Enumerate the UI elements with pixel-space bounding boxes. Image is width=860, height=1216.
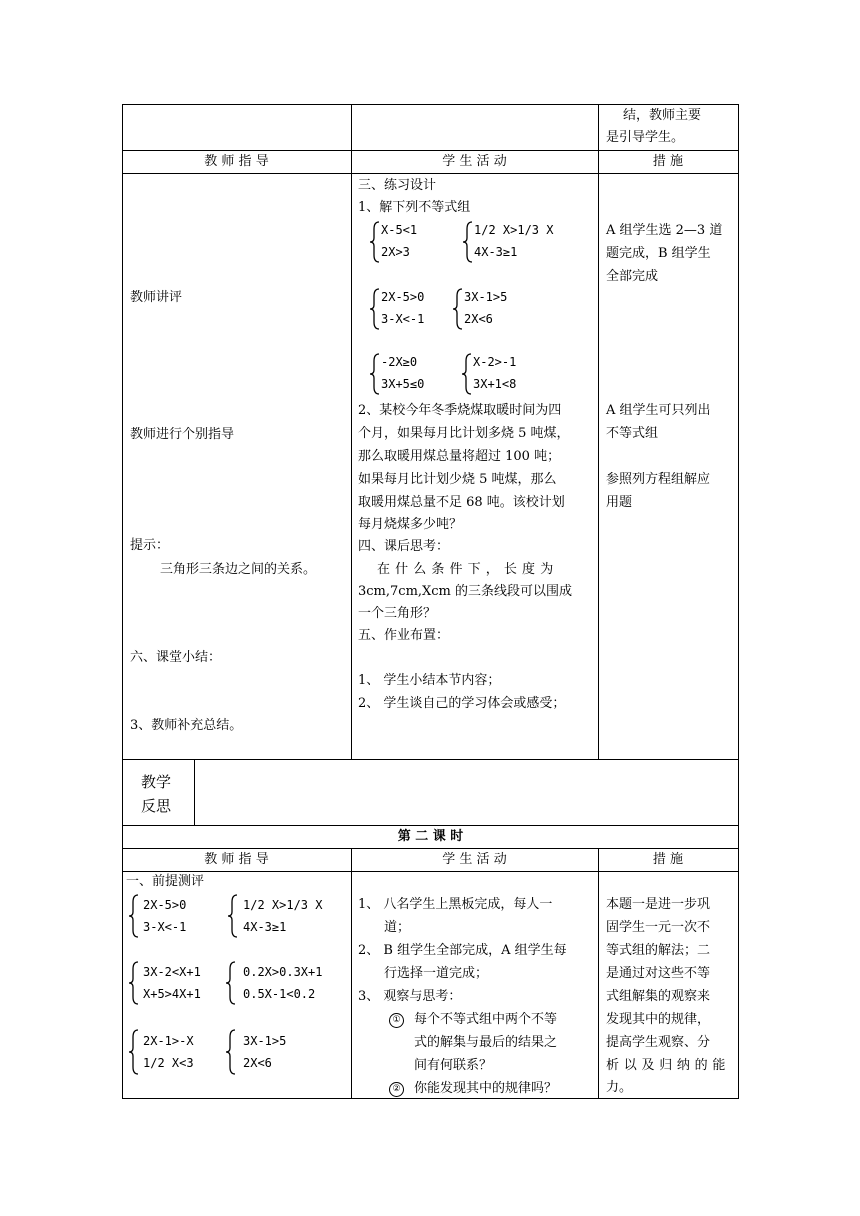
inequality: X-2>-1 <box>473 355 517 369</box>
measure-text-line: 等式组的解法；二 <box>606 943 711 958</box>
measure-text-line: 固学生一元一次不 <box>606 920 711 935</box>
brace-icon <box>225 1029 237 1075</box>
brace-icon <box>128 961 140 1005</box>
question-line: 每个不等式组中两个不等 <box>414 1012 558 1027</box>
circled-number-1: ① <box>389 1013 404 1028</box>
brace-icon <box>462 221 474 263</box>
brace-icon <box>369 221 381 263</box>
question-2-line: 取暖用煤总量不足 68 吨。该校计划 <box>358 495 565 510</box>
inequality: 1/2 X>1/3 X <box>243 898 323 912</box>
inequality: X+5>4X+1 <box>143 987 201 1001</box>
activity-3-heading: 3、 观察与思考： <box>358 989 462 1004</box>
inequality: 3X+5≤0 <box>381 377 425 391</box>
measure-text-line: 全部完成 <box>606 269 659 284</box>
inequality: 2X-1>-X <box>143 1034 194 1048</box>
inequality: 2X>3 <box>381 245 410 259</box>
inequality: 2X<6 <box>243 1056 272 1070</box>
activity-1-line: 道； <box>384 920 411 935</box>
hint-label: 提示： <box>130 538 170 553</box>
brace-icon <box>452 288 464 330</box>
brace-icon <box>225 961 237 1005</box>
measure-text-line: 力。 <box>606 1080 633 1095</box>
circled-number-2: ② <box>389 1082 404 1097</box>
reflection-label-line1: 教学 <box>141 773 172 791</box>
thinking-text-line: 在 什 么 条 件 下 ， 长 度 为 <box>377 562 554 577</box>
teacher-supplement: 3、教师补充总结。 <box>130 718 243 733</box>
question-2-line: 如果每月比计划少烧 5 吨煤，那么 <box>358 472 557 487</box>
brace-icon <box>461 353 473 395</box>
measure-text-line: 析 以 及 归 纳 的 能 <box>606 1058 726 1073</box>
measure-text-line: 发现其中的规律， <box>606 1012 711 1027</box>
measure-text-line: 提高学生观察、分 <box>606 1035 711 1050</box>
activity-2-line: 2、 B 组学生全部完成，A 组学生每 <box>358 943 567 958</box>
activity-2-line: 行选择一道完成； <box>384 966 489 981</box>
inequality: 4X-3≥1 <box>243 920 287 934</box>
brace-icon <box>128 1029 140 1075</box>
homework-heading: 五、作业布置： <box>358 628 450 643</box>
header-teacher-guide: 教 师 指 导 <box>204 154 269 169</box>
hint-text: 三角形三条边之间的关系。 <box>160 562 317 577</box>
question-2-line: 每月烧煤多少吨？ <box>358 517 463 532</box>
header-measures: 措 施 <box>652 154 684 169</box>
after-class-thinking-heading: 四、课后思考： <box>358 539 450 554</box>
measure-text-line: A 组学生选 2—3 道 <box>606 223 723 238</box>
measure-text-line: 是通过对这些不等 <box>606 966 711 981</box>
inequality: 3-X<-1 <box>381 312 425 326</box>
question-2-line: 2、某校今年冬季烧煤取暖时间为四 <box>358 403 562 418</box>
teacher-comment: 教师讲评 <box>130 290 183 305</box>
measure-text-line: 不等式组 <box>606 426 659 441</box>
inequality: 2X-5>0 <box>143 898 187 912</box>
measure-text-line: 式组解集的观察来 <box>606 989 711 1004</box>
inequality: 0.5X-1<0.2 <box>243 987 316 1001</box>
question-1: 1、解下列不等式组 <box>358 200 471 215</box>
measure-text-line: 题完成，B 组学生 <box>606 246 711 261</box>
lesson-2-title: 第 二 课 时 <box>397 829 464 844</box>
practice-design-heading: 三、练习设计 <box>358 178 437 193</box>
question-line: 间有何联系？ <box>414 1058 493 1073</box>
header-teacher-guide: 教 师 指 导 <box>204 852 269 867</box>
inequality: 3X-2<X+1 <box>143 965 201 979</box>
activity-1-line: 1、 八名学生上黑板完成，每人一 <box>358 897 553 912</box>
teacher-individual-guidance: 教师进行个别指导 <box>130 427 235 442</box>
thinking-text-line: 3cm,7cm,Xcm 的三条线段可以围成 <box>358 584 573 599</box>
inequality: 0.2X>0.3X+1 <box>243 965 323 979</box>
inequality: 1/2 X>1/3 X <box>474 223 554 237</box>
thinking-text-line: 一个三角形？ <box>358 606 437 621</box>
inequality: 2X<6 <box>464 312 493 326</box>
brace-icon <box>227 894 239 938</box>
inequality: 3X+1<8 <box>473 377 517 391</box>
measure-text-line: 本题一是进一步巩 <box>606 897 711 912</box>
brace-icon <box>369 353 381 395</box>
header-student-activity: 学 生 活 动 <box>442 154 507 169</box>
circled-number <box>389 1080 404 1097</box>
measure-text-line: 用题 <box>606 495 633 510</box>
continued-note-line1: 结，教师主要 <box>623 108 702 123</box>
inequality: X-5<1 <box>381 223 418 237</box>
question-2-line: 个月，如果每月比计划多烧 5 吨煤， <box>358 426 570 441</box>
homework-item-2: 2、 学生谈自己的学习体会或感受； <box>358 696 566 711</box>
inequality: 3X-1>5 <box>243 1034 287 1048</box>
measure-text-line: A 组学生可只列出 <box>606 403 711 418</box>
brace-icon <box>128 894 140 938</box>
brace-icon <box>369 288 381 330</box>
continued-note-line2: 是引导学生。 <box>606 130 685 145</box>
inequality: 3-X<-1 <box>143 920 187 934</box>
header-measures: 措 施 <box>652 852 684 867</box>
question-line: 你能发现其中的规律吗？ <box>414 1081 558 1096</box>
header-student-activity: 学 生 活 动 <box>442 852 507 867</box>
homework-item-1: 1、 学生小结本节内容； <box>358 673 501 688</box>
measure-text-line: 参照列方程组解应 <box>606 472 711 487</box>
reflection-label-line2: 反思 <box>141 797 172 815</box>
inequality: 1/2 X<3 <box>143 1056 194 1070</box>
inequality: 3X-1>5 <box>464 290 508 304</box>
inequality: 4X-3≥1 <box>474 245 518 259</box>
inequality: -2X≥0 <box>381 355 418 369</box>
circled-number <box>389 1011 404 1028</box>
question-2-line: 那么取暖用煤总量将超过 100 吨； <box>358 449 561 464</box>
question-line: 式的解集与最后的结果之 <box>414 1035 558 1050</box>
prerequisite-test-heading: 一、前提测评 <box>126 874 205 889</box>
class-summary-heading: 六、课堂小结： <box>130 650 222 665</box>
inequality: 2X-5>0 <box>381 290 425 304</box>
